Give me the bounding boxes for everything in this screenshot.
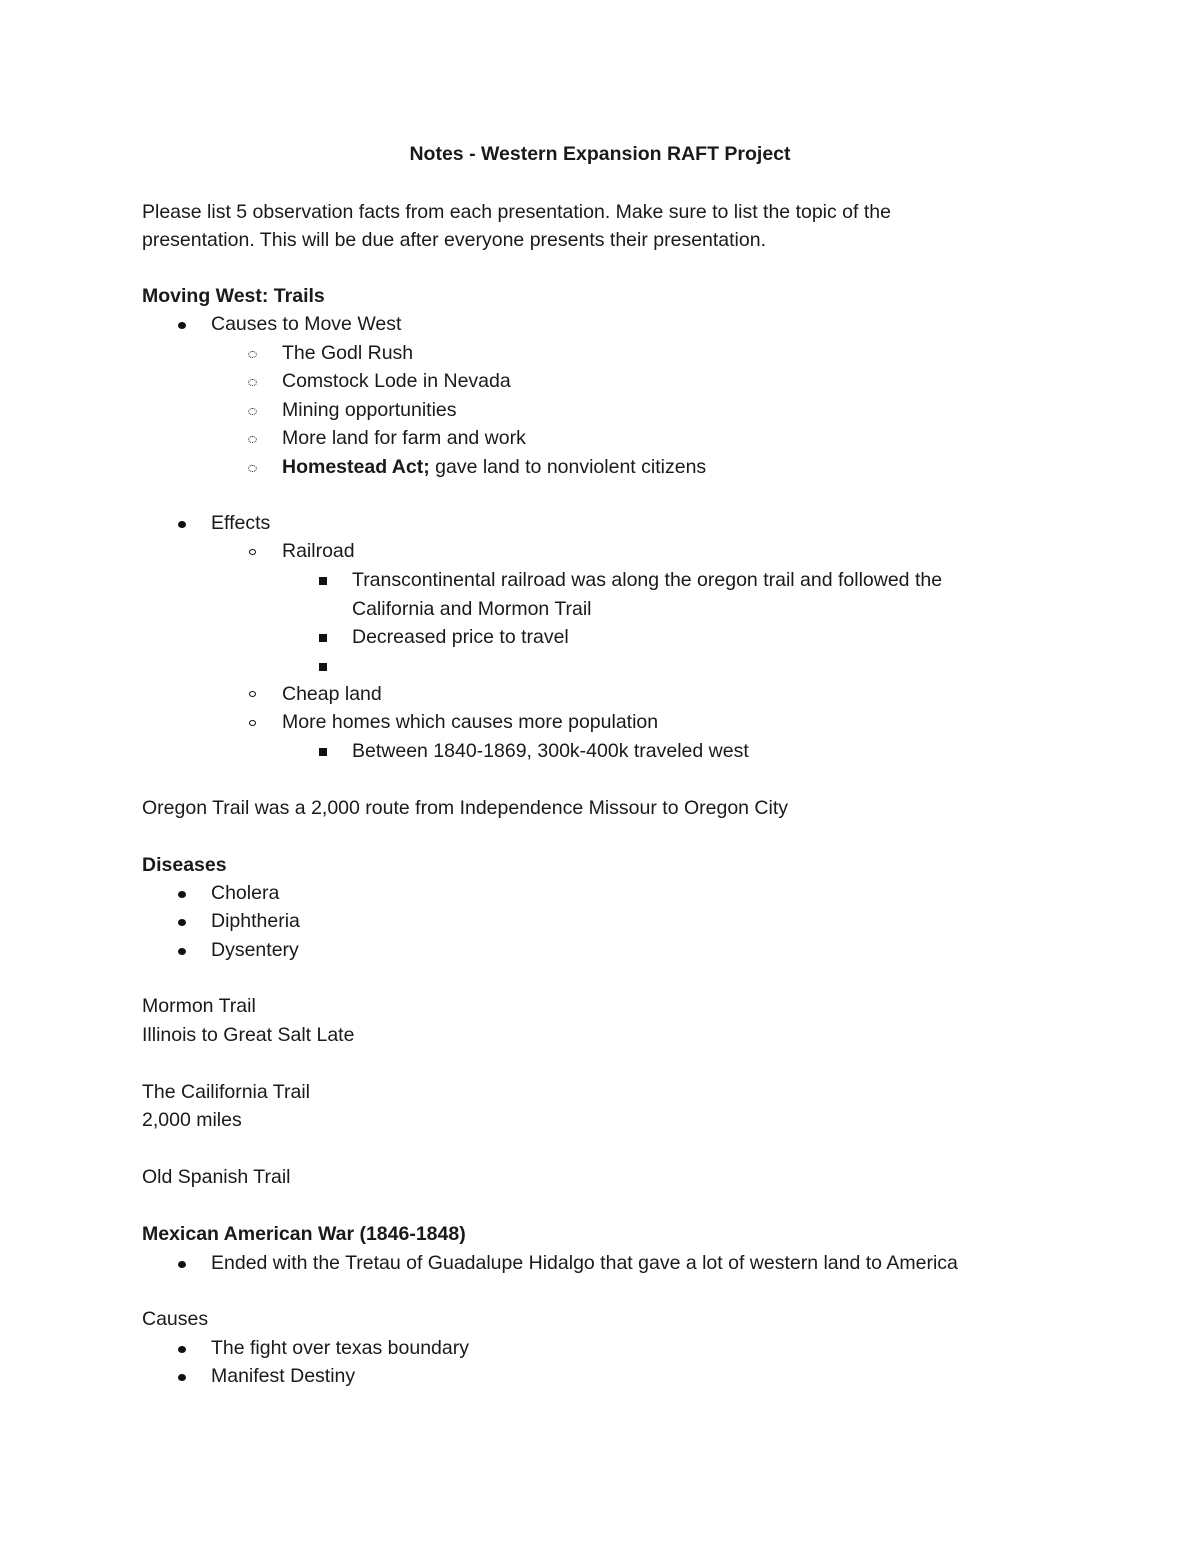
bullet-dotted-circle-icon — [248, 436, 257, 443]
page-title: Notes - Western Expansion RAFT Project — [409, 143, 791, 165]
california-trail-distance: 2,000 miles — [142, 1109, 242, 1131]
section-heading-moving-west: Moving West: Trails — [142, 285, 325, 307]
intro-line-1: Please list 5 observation facts from each presentation. Make sure to list the topic of the — [142, 201, 891, 223]
section-heading-mexican-war: Mexican American War (1846-1848) — [142, 1223, 466, 1245]
list-item-continuation: California and Mormon Trail — [352, 598, 592, 620]
list-item: Comstock Lode in Nevada — [282, 370, 511, 392]
mormon-trail-name: Mormon Trail — [142, 995, 256, 1017]
list-item: The fight over texas boundary — [211, 1337, 469, 1359]
bullet-dotted-circle-icon — [248, 379, 257, 386]
bullet-dotted-circle-icon — [248, 408, 257, 415]
bullet-disc-icon — [178, 891, 186, 898]
old-spanish-trail: Old Spanish Trail — [142, 1166, 291, 1188]
section-heading-diseases: Diseases — [142, 854, 227, 876]
bullet-disc-icon — [178, 919, 186, 926]
list-item: Mining opportunities — [282, 399, 457, 421]
bullet-square-icon — [319, 634, 327, 642]
list-item-homestead — [282, 453, 706, 481]
homestead-act-text: gave land to nonviolent citizens — [429, 456, 707, 478]
mormon-trail-route: Illinois to Great Salt Late — [142, 1024, 355, 1046]
california-trail-name: The Cailifornia Trail — [142, 1081, 310, 1103]
list-item: Cholera — [211, 882, 280, 904]
bullet-disc-icon — [178, 521, 186, 528]
bullet-circle-icon — [249, 549, 256, 555]
list-item: More land for farm and work — [282, 427, 526, 449]
list-item: Manifest Destiny — [211, 1365, 356, 1387]
bullet-disc-icon — [178, 322, 186, 329]
bullet-square-icon — [319, 577, 327, 585]
bullet-square-icon — [319, 663, 327, 671]
bullet-dotted-circle-icon — [248, 465, 257, 472]
bullet-disc-icon — [178, 948, 186, 955]
causes-label: Causes — [142, 1308, 209, 1330]
list-item-more-homes: More homes which causes more population — [282, 711, 659, 733]
list-item-railroad: Railroad — [282, 540, 355, 562]
list-item: Diphtheria — [211, 910, 300, 932]
homestead-act-label: Homestead Act; — [282, 456, 430, 478]
intro-line-2: presentation. This will be due after everyone presents their presentation. — [142, 229, 766, 251]
list-item: The Godl Rush — [282, 342, 414, 364]
list-item: Ended with the Tretau of Guadalupe Hidalgo that gave a lot of western land to America — [211, 1252, 958, 1274]
bullet-square-icon — [319, 748, 327, 756]
list-item: Transcontinental railroad was along the oregon trail and followed the — [352, 569, 943, 591]
bullet-disc-icon — [178, 1261, 186, 1268]
bullet-circle-icon — [249, 720, 256, 726]
list-item: Dysentery — [211, 939, 299, 961]
oregon-trail-text: Oregon Trail was a 2,000 route from Independence Missour to Oregon City — [142, 797, 789, 819]
bullet-dotted-circle-icon — [248, 351, 257, 358]
list-item-effects: Effects — [211, 512, 271, 534]
bullet-circle-icon — [249, 691, 256, 697]
list-item-causes: Causes to Move West — [211, 313, 402, 335]
list-item: Decreased price to travel — [352, 626, 569, 648]
bullet-disc-icon — [178, 1374, 186, 1381]
bullet-disc-icon — [178, 1346, 186, 1353]
list-item: Between 1840-1869, 300k-400k traveled west — [352, 740, 749, 762]
list-item-cheap-land: Cheap land — [282, 683, 382, 705]
